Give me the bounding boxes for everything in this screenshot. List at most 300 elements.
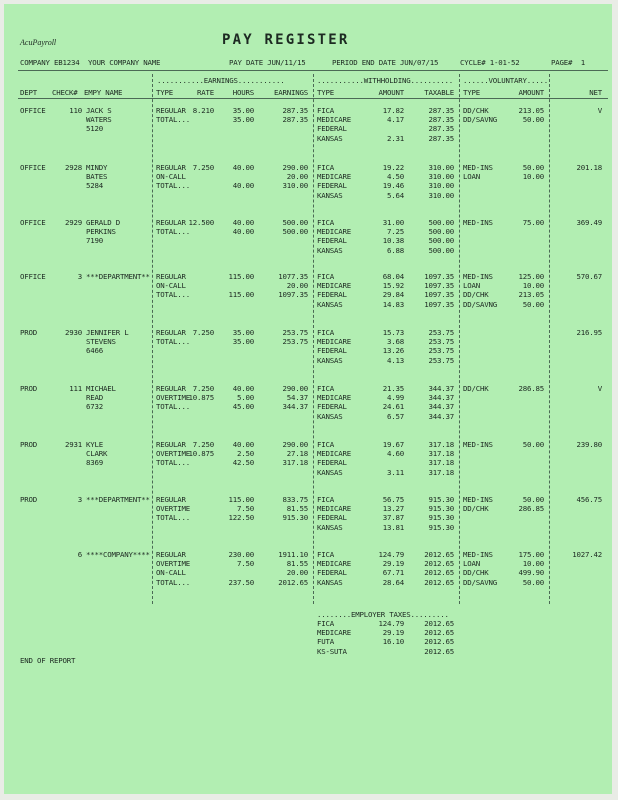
withholding-amount: 13.27 — [382, 504, 404, 514]
earning-type: TOTAL... — [156, 227, 190, 237]
record-employee-name-line: 5284 — [86, 181, 103, 191]
record-dept: PROD — [20, 328, 37, 337]
withholding-amount: 4.60 — [387, 449, 404, 459]
earning-hours: 115.00 — [228, 495, 254, 504]
earning-type: TOTAL... — [156, 181, 190, 191]
withholding-taxable: 287.35 — [428, 106, 454, 115]
withholding-type: FEDERAL — [317, 290, 347, 300]
record-net-pay: 239.80 — [576, 440, 602, 449]
earning-amount: 54.37 — [286, 393, 308, 403]
earning-amount: 20.00 — [286, 568, 308, 578]
withholding-taxable: 344.37 — [428, 402, 454, 412]
withholding-taxable: 253.75 — [428, 337, 454, 347]
voluntary-type: MED-INS — [463, 440, 493, 449]
earning-type: OVERTIME — [156, 393, 190, 403]
voluntary-amount: 10.00 — [522, 281, 544, 291]
col-taxable: TAXABLE — [424, 88, 454, 97]
voluntary-type: LOAN — [463, 172, 480, 182]
employer-tax-amount: 29.19 — [382, 628, 404, 638]
withholding-type: FEDERAL — [317, 124, 347, 134]
earning-type: REGULAR — [156, 106, 186, 115]
earning-amount: 287.35 — [282, 106, 308, 115]
record-employee-name-line: READ — [86, 393, 103, 403]
record-employee-name-line: 8369 — [86, 458, 103, 468]
earning-amount: 290.00 — [282, 440, 308, 449]
record-check-number: 111 — [69, 384, 82, 393]
withholding-taxable: 2012.65 — [424, 568, 454, 578]
withholding-amount: 13.26 — [382, 346, 404, 356]
earning-hours: 40.00 — [232, 163, 254, 172]
employer-tax-amount: 124.79 — [378, 619, 404, 628]
record-net-pay: 216.95 — [576, 328, 602, 337]
withholding-type: MEDICARE — [317, 449, 351, 459]
earning-type: TOTAL... — [156, 513, 190, 523]
withholding-taxable: 317.18 — [428, 440, 454, 449]
withholding-type: KANSAS — [317, 467, 343, 477]
voluntary-amount: 213.05 — [518, 106, 544, 115]
period-end-date: PERIOD END DATE JUN/07/15 — [332, 58, 439, 67]
withholding-amount: 2.31 — [387, 133, 404, 143]
employer-tax-type: MEDICARE — [317, 628, 351, 638]
earning-amount: 81.55 — [286, 559, 308, 569]
earning-amount: 915.30 — [282, 513, 308, 523]
withholding-taxable: 317.18 — [428, 449, 454, 459]
earning-type: REGULAR — [156, 440, 186, 449]
record-employee-name-line: JACK S — [86, 106, 112, 115]
withholding-amount: 19.22 — [382, 163, 404, 172]
record-dept: PROD — [20, 440, 37, 449]
voluntary-type: DD/CHK — [463, 384, 489, 393]
withholding-taxable: 500.00 — [428, 218, 454, 227]
earning-hours: 40.00 — [232, 218, 254, 227]
employer-tax-amount: 16.10 — [382, 637, 404, 647]
earning-amount: 20.00 — [286, 172, 308, 182]
earning-amount: 833.75 — [282, 495, 308, 504]
voluntary-amount: 175.00 — [518, 550, 544, 559]
col-net: NET — [589, 88, 602, 97]
withholding-type: KANSAS — [317, 190, 343, 200]
earning-rate: 7.250 — [192, 328, 214, 337]
earning-amount: 253.75 — [282, 337, 308, 347]
voluntary-type: DD/CHK — [463, 106, 489, 115]
earnings-group-header: ...........EARNINGS........... — [157, 76, 285, 85]
withholding-taxable: 310.00 — [428, 190, 454, 200]
withholding-amount: 24.61 — [382, 402, 404, 412]
voluntary-type: MED-INS — [463, 163, 493, 172]
earning-hours: 40.00 — [232, 384, 254, 393]
withholding-type: FICA — [317, 328, 334, 337]
withholding-taxable: 500.00 — [428, 236, 454, 246]
withholding-type: MEDICARE — [317, 227, 351, 237]
earning-type: REGULAR — [156, 328, 186, 337]
withholding-taxable: 310.00 — [428, 163, 454, 172]
divider-voluntary — [459, 74, 460, 604]
earning-hours: 35.00 — [232, 328, 254, 337]
divider-earnings — [152, 74, 153, 604]
withholding-taxable: 344.37 — [428, 411, 454, 421]
earning-hours: 2.50 — [237, 449, 254, 459]
record-employee-name-line: PERKINS — [86, 227, 116, 237]
withholding-type: FEDERAL — [317, 568, 347, 578]
voluntary-type: LOAN — [463, 559, 480, 569]
withholding-type: FEDERAL — [317, 181, 347, 191]
earning-amount: 317.18 — [282, 458, 308, 468]
earning-type: REGULAR — [156, 163, 186, 172]
withholding-taxable: 915.30 — [428, 504, 454, 514]
withholding-amount: 4.13 — [387, 355, 404, 365]
withholding-type: KANSAS — [317, 299, 343, 309]
record-employee-name-line: GERALD D — [86, 218, 120, 227]
withholding-taxable: 310.00 — [428, 181, 454, 191]
earning-amount: 81.55 — [286, 504, 308, 514]
withholding-type: FICA — [317, 218, 334, 227]
record-employee-name-line: ***DEPARTMENT** — [86, 272, 150, 281]
employer-tax-type: KS-SUTA — [317, 646, 347, 656]
withholding-taxable: 1097.35 — [424, 281, 454, 291]
earning-hours: 42.50 — [232, 458, 254, 468]
earning-hours: 7.50 — [237, 559, 254, 569]
earning-rate: 8.210 — [192, 106, 214, 115]
withholding-amount: 7.25 — [387, 227, 404, 237]
voluntary-amount: 10.00 — [522, 559, 544, 569]
withholding-type: MEDICARE — [317, 559, 351, 569]
earning-hours: 40.00 — [232, 440, 254, 449]
col-voluntary-amount: AMOUNT — [518, 88, 544, 97]
col-withholding-type: TYPE — [317, 88, 334, 97]
divider-net — [549, 74, 550, 604]
record-employee-name-line: 6732 — [86, 402, 103, 412]
employer-tax-type: FUTA — [317, 637, 334, 647]
withholding-type: FICA — [317, 272, 334, 281]
withholding-group-header: ...........WITHHOLDING.......... — [317, 76, 453, 85]
col-empy-name: EMPY NAME — [84, 88, 123, 97]
earning-amount: 287.35 — [282, 115, 308, 125]
withholding-taxable: 287.35 — [428, 133, 454, 143]
voluntary-type: MED-INS — [463, 218, 493, 227]
earning-type: OVERTIME — [156, 559, 190, 569]
withholding-type: KANSAS — [317, 245, 343, 255]
earning-amount: 20.00 — [286, 281, 308, 291]
record-employee-name-line: STEVENS — [86, 337, 116, 347]
earning-type: ON-CALL — [156, 568, 186, 578]
withholding-taxable: 344.37 — [428, 384, 454, 393]
earning-amount: 27.18 — [286, 449, 308, 459]
earning-rate: 7.250 — [192, 163, 214, 172]
withholding-amount: 68.04 — [382, 272, 404, 281]
voluntary-amount: 286.85 — [518, 504, 544, 514]
record-employee-name-line: ****COMPANY**** — [86, 550, 150, 559]
record-employee-name-line: MINDY — [86, 163, 108, 172]
employer-tax-type: FICA — [317, 619, 334, 628]
withholding-taxable: 2012.65 — [424, 550, 454, 559]
header-rule — [18, 70, 608, 71]
voluntary-type: MED-INS — [463, 550, 493, 559]
record-net-pay: 369.49 — [576, 218, 602, 227]
record-check-number: 2931 — [65, 440, 82, 449]
withholding-type: FICA — [317, 106, 334, 115]
earning-amount: 500.00 — [282, 218, 308, 227]
record-dept: OFFICE — [20, 163, 46, 172]
earning-hours: 237.50 — [228, 577, 254, 587]
earning-type: TOTAL... — [156, 337, 190, 347]
earning-type: TOTAL... — [156, 402, 190, 412]
cycle-number: CYCLE# 1-01-52 — [460, 58, 520, 67]
withholding-type: MEDICARE — [317, 337, 351, 347]
record-dept: OFFICE — [20, 272, 46, 281]
withholding-amount: 5.64 — [387, 190, 404, 200]
col-earnings: EARNINGS — [274, 88, 308, 97]
earning-amount: 1077.35 — [278, 272, 308, 281]
earning-amount: 290.00 — [282, 163, 308, 172]
record-employee-name-line: BATES — [86, 172, 108, 182]
withholding-taxable: 253.75 — [428, 355, 454, 365]
withholding-taxable: 915.30 — [428, 513, 454, 523]
divider-withholding — [313, 74, 314, 604]
voluntary-amount: 50.00 — [522, 299, 544, 309]
withholding-amount: 6.57 — [387, 411, 404, 421]
withholding-taxable: 2012.65 — [424, 559, 454, 569]
withholding-amount: 3.11 — [387, 467, 404, 477]
voluntary-amount: 499.90 — [518, 568, 544, 578]
page-title: PAY REGISTER — [222, 32, 350, 48]
earning-type: TOTAL... — [156, 115, 190, 125]
col-hours: HOURS — [232, 88, 254, 97]
record-employee-name-line: WATERS — [86, 115, 112, 125]
earning-type: OVERTIME — [156, 504, 190, 514]
voluntary-type: DD/CHK — [463, 290, 489, 300]
record-check-number: 2929 — [65, 218, 82, 227]
withholding-type: MEDICARE — [317, 393, 351, 403]
col-check: CHECK# — [52, 88, 78, 97]
voluntary-amount: 10.00 — [522, 172, 544, 182]
withholding-taxable: 317.18 — [428, 458, 454, 468]
earning-hours: 35.00 — [232, 337, 254, 347]
voluntary-type: MED-INS — [463, 495, 493, 504]
record-net-pay: V — [597, 106, 602, 115]
record-check-number: 110 — [69, 106, 82, 115]
earning-rate: 10.875 — [188, 393, 214, 403]
record-check-number: 3 — [77, 272, 82, 281]
voluntary-amount: 50.00 — [522, 115, 544, 125]
record-employee-name-line: 7190 — [86, 236, 103, 246]
record-net-pay: 1027.42 — [572, 550, 602, 559]
voluntary-amount: 213.05 — [518, 290, 544, 300]
withholding-taxable: 915.30 — [428, 495, 454, 504]
record-net-pay: 201.18 — [576, 163, 602, 172]
voluntary-amount: 50.00 — [522, 495, 544, 504]
withholding-type: FICA — [317, 384, 334, 393]
withholding-amount: 124.79 — [378, 550, 404, 559]
earning-rate: 7.250 — [192, 440, 214, 449]
record-check-number: 3 — [77, 495, 82, 504]
earning-rate: 12.500 — [188, 218, 214, 227]
employer-tax-taxable: 2012.65 — [424, 619, 454, 628]
withholding-amount: 14.83 — [382, 299, 404, 309]
voluntary-type: DD/SAVNG — [463, 299, 497, 309]
earning-amount: 1911.10 — [278, 550, 308, 559]
withholding-taxable: 344.37 — [428, 393, 454, 403]
voluntary-type: DD/SAVNG — [463, 115, 497, 125]
withholding-taxable: 500.00 — [428, 245, 454, 255]
withholding-taxable: 500.00 — [428, 227, 454, 237]
earning-amount: 310.00 — [282, 181, 308, 191]
company-label: COMPANY EB1234 YOUR COMPANY NAME — [20, 58, 161, 67]
earning-type: TOTAL... — [156, 458, 190, 468]
voluntary-amount: 286.85 — [518, 384, 544, 393]
record-employee-name-line: JENNIFER L — [86, 328, 129, 337]
withholding-type: KANSAS — [317, 577, 343, 587]
withholding-type: FEDERAL — [317, 402, 347, 412]
withholding-amount: 29.84 — [382, 290, 404, 300]
earning-hours: 35.00 — [232, 115, 254, 125]
withholding-type: FEDERAL — [317, 513, 347, 523]
record-employee-name-line: KYLE — [86, 440, 103, 449]
withholding-type: FEDERAL — [317, 458, 347, 468]
record-dept: PROD — [20, 384, 37, 393]
withholding-amount: 37.87 — [382, 513, 404, 523]
record-dept: OFFICE — [20, 106, 46, 115]
earning-type: REGULAR — [156, 272, 186, 281]
earning-type: OVERTIME — [156, 449, 190, 459]
withholding-amount: 15.92 — [382, 281, 404, 291]
record-employee-name-line: MICHAEL — [86, 384, 116, 393]
record-net-pay: V — [597, 384, 602, 393]
record-dept: OFFICE — [20, 218, 46, 227]
earning-amount: 344.37 — [282, 402, 308, 412]
withholding-type: KANSAS — [317, 411, 343, 421]
withholding-amount: 17.82 — [382, 106, 404, 115]
withholding-taxable: 1097.35 — [424, 272, 454, 281]
withholding-type: MEDICARE — [317, 172, 351, 182]
record-check-number: 2930 — [65, 328, 82, 337]
withholding-taxable: 287.35 — [428, 115, 454, 125]
record-employee-name-line: 6466 — [86, 346, 103, 356]
withholding-amount: 31.00 — [382, 218, 404, 227]
earning-amount: 2012.65 — [278, 577, 308, 587]
withholding-type: FEDERAL — [317, 236, 347, 246]
record-employee-name-line: CLARK — [86, 449, 108, 459]
col-rate: RATE — [197, 88, 214, 97]
employer-tax-taxable: 2012.65 — [424, 646, 454, 656]
withholding-amount: 19.67 — [382, 440, 404, 449]
earning-hours: 40.00 — [232, 181, 254, 191]
voluntary-amount: 50.00 — [522, 577, 544, 587]
earning-type: REGULAR — [156, 218, 186, 227]
earning-type: TOTAL... — [156, 290, 190, 300]
voluntary-group-header: ......VOLUNTARY..... — [463, 76, 548, 85]
withholding-type: FICA — [317, 440, 334, 449]
withholding-amount: 4.99 — [387, 393, 404, 403]
withholding-type: KANSAS — [317, 355, 343, 365]
withholding-amount: 3.68 — [387, 337, 404, 347]
withholding-type: FICA — [317, 163, 334, 172]
earning-rate: 10.875 — [188, 449, 214, 459]
earning-amount: 290.00 — [282, 384, 308, 393]
pay-date: PAY DATE JUN/11/15 — [229, 58, 306, 67]
withholding-amount: 15.73 — [382, 328, 404, 337]
withholding-type: MEDICARE — [317, 115, 351, 125]
earning-hours: 35.00 — [232, 106, 254, 115]
col-voluntary-type: TYPE — [463, 88, 480, 97]
earning-hours: 40.00 — [232, 227, 254, 237]
employer-taxes-title: ........EMPLOYER TAXES......... — [317, 610, 449, 619]
withholding-type: KANSAS — [317, 522, 343, 532]
withholding-type: MEDICARE — [317, 281, 351, 291]
earning-hours: 5.00 — [237, 393, 254, 403]
earning-type: REGULAR — [156, 550, 186, 559]
earning-type: ON-CALL — [156, 281, 186, 291]
pay-register-sheet — [4, 4, 612, 794]
withholding-amount: 13.81 — [382, 522, 404, 532]
withholding-type: KANSAS — [317, 133, 343, 143]
withholding-amount: 4.50 — [387, 172, 404, 182]
withholding-type: FEDERAL — [317, 346, 347, 356]
earning-amount: 1097.35 — [278, 290, 308, 300]
voluntary-type: DD/CHK — [463, 568, 489, 578]
employer-tax-taxable: 2012.65 — [424, 628, 454, 638]
voluntary-amount: 75.00 — [522, 218, 544, 227]
employer-tax-taxable: 2012.65 — [424, 637, 454, 647]
earning-hours: 115.00 — [228, 272, 254, 281]
withholding-taxable: 253.75 — [428, 328, 454, 337]
page-number: PAGE# 1 — [551, 58, 585, 67]
record-check-number: 2928 — [65, 163, 82, 172]
brand-logo: AcuPayroll — [20, 38, 57, 47]
earning-rate: 7.250 — [192, 384, 214, 393]
withholding-taxable: 2012.65 — [424, 577, 454, 587]
withholding-amount: 56.75 — [382, 495, 404, 504]
withholding-taxable: 915.30 — [428, 522, 454, 532]
voluntary-type: DD/CHK — [463, 504, 489, 514]
withholding-amount: 4.17 — [387, 115, 404, 125]
withholding-amount: 10.38 — [382, 236, 404, 246]
earning-type: TOTAL... — [156, 577, 190, 587]
withholding-amount: 28.64 — [382, 577, 404, 587]
withholding-type: MEDICARE — [317, 504, 351, 514]
voluntary-type: MED-INS — [463, 272, 493, 281]
col-dept: DEPT — [20, 88, 37, 97]
record-dept: PROD — [20, 495, 37, 504]
withholding-amount: 67.71 — [382, 568, 404, 578]
col-type: TYPE — [156, 88, 173, 97]
earning-hours: 122.50 — [228, 513, 254, 523]
withholding-taxable: 253.75 — [428, 346, 454, 356]
col-amount: AMOUNT — [378, 88, 404, 97]
earning-type: REGULAR — [156, 384, 186, 393]
earning-type: REGULAR — [156, 495, 186, 504]
withholding-amount: 21.35 — [382, 384, 404, 393]
earning-amount: 253.75 — [282, 328, 308, 337]
withholding-taxable: 317.18 — [428, 467, 454, 477]
withholding-amount: 19.46 — [382, 181, 404, 191]
withholding-amount: 29.19 — [382, 559, 404, 569]
withholding-type: FICA — [317, 550, 334, 559]
voluntary-amount: 125.00 — [518, 272, 544, 281]
end-of-report: END OF REPORT — [20, 656, 76, 665]
voluntary-amount: 50.00 — [522, 440, 544, 449]
voluntary-type: LOAN — [463, 281, 480, 291]
voluntary-type: DD/SAVNG — [463, 577, 497, 587]
earning-hours: 230.00 — [228, 550, 254, 559]
record-employee-name-line: ***DEPARTMENT** — [86, 495, 150, 504]
record-employee-name-line: 5120 — [86, 124, 103, 134]
earning-type: ON-CALL — [156, 172, 186, 182]
withholding-taxable: 1097.35 — [424, 290, 454, 300]
earning-hours: 45.00 — [232, 402, 254, 412]
earning-amount: 500.00 — [282, 227, 308, 237]
withholding-taxable: 310.00 — [428, 172, 454, 182]
withholding-taxable: 287.35 — [428, 124, 454, 134]
